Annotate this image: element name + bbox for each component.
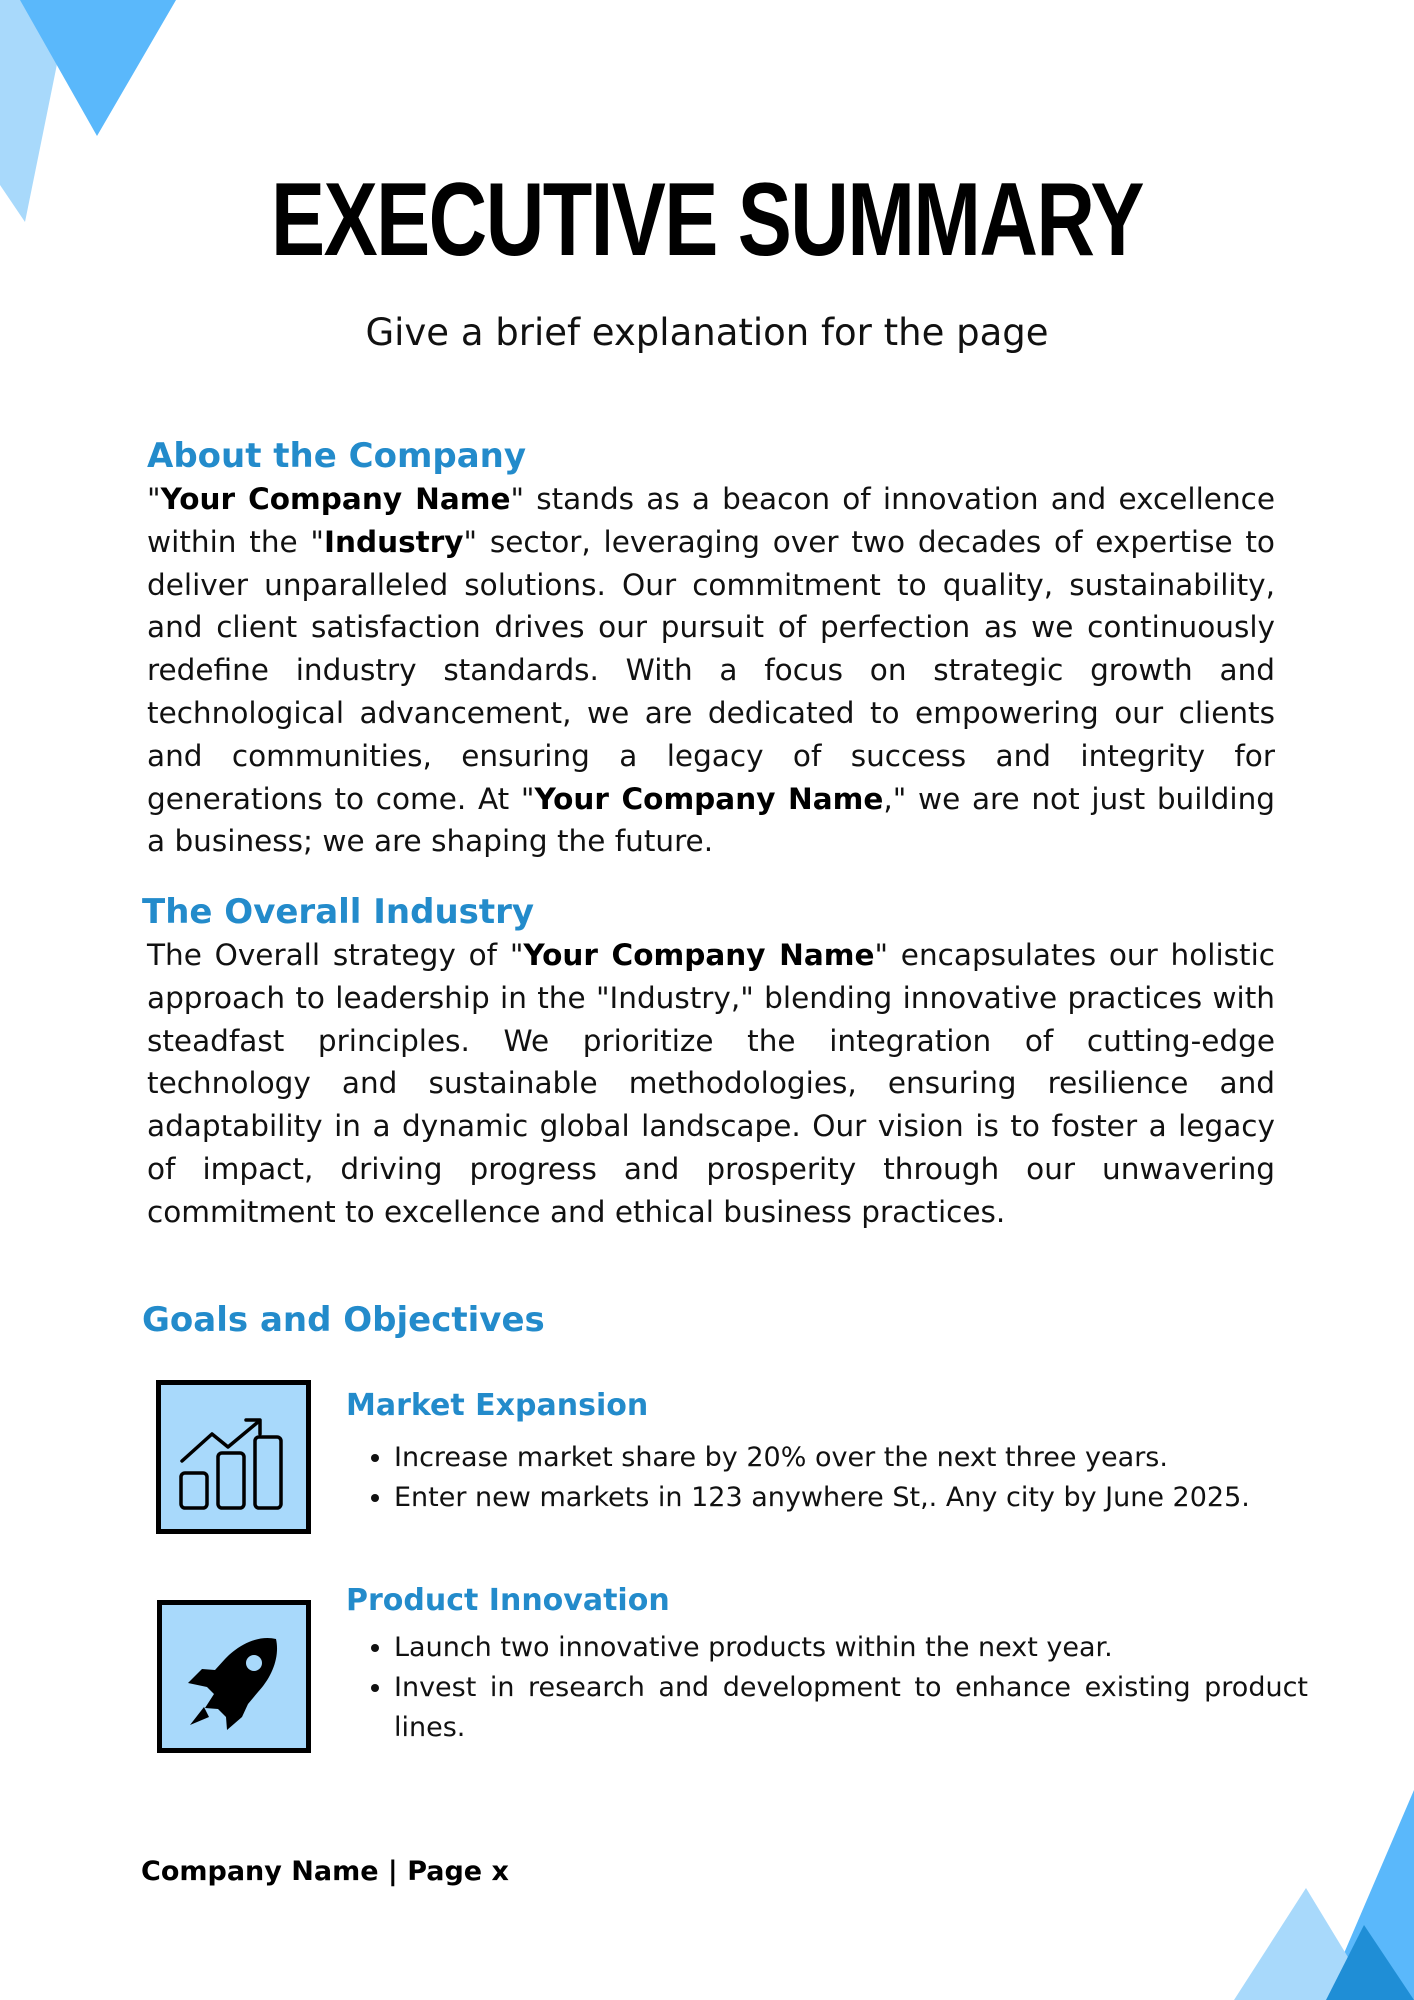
industry-paragraph [147, 934, 1275, 1234]
industry-heading: The Overall Industry [142, 892, 535, 932]
about-company-name: Your Company Name [160, 482, 511, 516]
about-text-quote: " [147, 482, 161, 516]
industry-text-1: The Overall strategy of " [147, 938, 524, 972]
industry-company-name: Your Company Name [523, 938, 875, 972]
product-innovation-icon-box [157, 1600, 311, 1753]
page-subtitle: Give a brief explanation for the page [365, 311, 1049, 354]
list-item: • Invest in research and development to enhance existing product lines. [394, 1668, 1308, 1748]
about-text-1: " stands as a beacon of innovation and excellence within the " [147, 482, 1276, 559]
market-expansion-title: Market Expansion [346, 1388, 649, 1423]
about-text-2: " sector, leveraging over two decades of expertise to deliver unparalleled solutions. Our commitment to quality, sustainability, and client satisfaction drives our pursuit of perfection as we continuously redefine industry standards. With a focus on strategic growth and technological advancement, we are dedicated to empowering our clients and communities, ensuring a legacy of success and integrity for generations to come. At " [147, 524, 1275, 816]
product-innovation-title: Product Innovation [346, 1583, 670, 1618]
about-paragraph [147, 478, 1275, 863]
about-company-name-2: Your Company Name [534, 781, 884, 816]
market-expansion-list [346, 1438, 1320, 1518]
page-title: EXECUTIVE SUMMARY [271, 162, 1143, 278]
page-footer: Company Name | Page x [141, 1856, 509, 1887]
about-industry: Industry [324, 524, 464, 559]
growth-chart-icon [161, 1385, 306, 1529]
product-innovation-list [346, 1628, 1308, 1748]
bottom-right-decoration [1234, 1780, 1414, 2000]
list-item: • Launch two innovative products within the next year. [394, 1628, 1308, 1668]
about-text-3: ," we are not just building a business; we are shaping the future. [147, 781, 1275, 859]
goals-heading: Goals and Objectives [142, 1300, 545, 1340]
list-item: • Increase market share by 20% over the next three years. [394, 1438, 1320, 1478]
rocket-icon [162, 1605, 306, 1748]
list-item: • Enter new markets in 123 anywhere St,. Any city by June 2025. [394, 1478, 1320, 1518]
market-expansion-icon-box [156, 1380, 311, 1534]
top-left-decoration [0, 0, 180, 225]
about-heading: About the Company [147, 436, 527, 476]
industry-text-2: " encapsulates our holistic approach to leadership in the "Industry," blending innovative practices with steadfast principles. We prioritize the integration of cutting-edge technology and sustainable methodologies, ensuring resilience and adaptability in a dynamic global landscape. Our vision is to foster a legacy of impact, driving progress and prosperity through our unwavering commitment to excellence and ethical business practices. [147, 938, 1275, 1229]
